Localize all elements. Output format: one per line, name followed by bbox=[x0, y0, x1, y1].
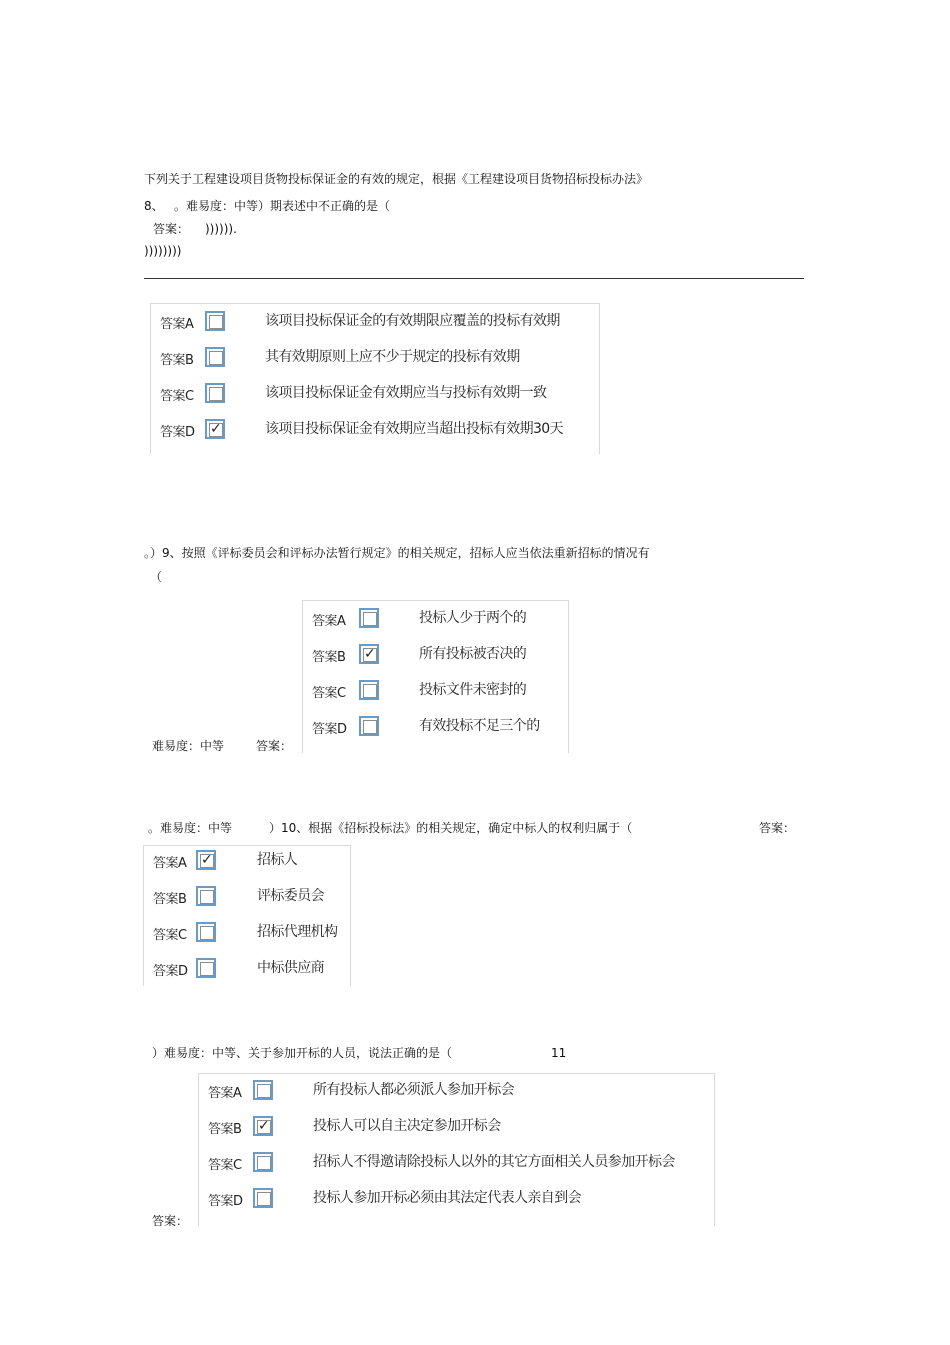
option-label: 答案B bbox=[208, 1122, 242, 1137]
q8-stem-line4: )))))))) bbox=[144, 244, 182, 258]
q8-answer-tail: )))))). bbox=[205, 222, 237, 236]
q11-option-d bbox=[199, 1188, 714, 1214]
checkbox[interactable] bbox=[196, 886, 216, 906]
checkbox[interactable] bbox=[253, 1080, 273, 1100]
option-text: 其有效期原则上应不少于规定的投标有效期 bbox=[265, 349, 520, 365]
option-label: 答案B bbox=[160, 353, 194, 368]
option-label: 答案A bbox=[160, 317, 194, 332]
q11-options-panel bbox=[198, 1073, 715, 1226]
section-divider bbox=[144, 278, 804, 279]
checkbox[interactable] bbox=[196, 958, 216, 978]
checkbox-checked[interactable] bbox=[196, 850, 216, 870]
q9-option-d bbox=[303, 716, 568, 742]
option-text: 招标人不得邀请除投标人以外的其它方面相关人员参加开标会 bbox=[313, 1154, 675, 1170]
q9-stem: 。）9、按照《评标委员会和评标办法暂行规定》的相关规定，招标人应当依法重新招标的情况有 bbox=[144, 546, 650, 560]
checkbox[interactable] bbox=[359, 608, 379, 628]
option-text: 投标文件未密封的 bbox=[419, 682, 527, 698]
q10-option-c bbox=[144, 922, 350, 948]
option-text: 招标人 bbox=[257, 852, 298, 868]
q10-option-d bbox=[144, 958, 350, 984]
option-label: 答案D bbox=[312, 722, 347, 737]
checkbox[interactable] bbox=[253, 1152, 273, 1172]
q11-option-b bbox=[199, 1116, 714, 1142]
checkbox-checked[interactable] bbox=[205, 419, 225, 439]
q9-paren: （ bbox=[150, 570, 163, 584]
option-label: 答案B bbox=[153, 892, 187, 907]
q8-answer-label: 答案： bbox=[153, 222, 190, 236]
option-label: 答案C bbox=[160, 389, 194, 404]
q10-option-b bbox=[144, 886, 350, 912]
q8-option-c bbox=[151, 383, 599, 409]
option-text: 投标人少于两个的 bbox=[419, 610, 527, 626]
option-label: 答案D bbox=[160, 425, 195, 440]
option-label: 答案A bbox=[208, 1086, 242, 1101]
q8-stem-line2: 。难易度：中等）期表述中不正确的是（ bbox=[174, 199, 391, 213]
option-label: 答案D bbox=[208, 1194, 243, 1209]
option-text: 中标供应商 bbox=[257, 960, 324, 976]
option-label: 答案D bbox=[153, 964, 188, 979]
option-text: 所有投标被否决的 bbox=[419, 646, 527, 662]
q9-option-c bbox=[303, 680, 568, 706]
option-text: 投标人参加开标必须由其法定代表人亲自到会 bbox=[313, 1190, 581, 1206]
option-text: 该项目投标保证金的有效期限应覆盖的投标有效期 bbox=[265, 313, 560, 329]
checkbox[interactable] bbox=[205, 311, 225, 331]
checkbox[interactable] bbox=[359, 716, 379, 736]
q9-answer-label: 答案： bbox=[256, 739, 293, 753]
q8-number: 8、 bbox=[144, 199, 164, 213]
q8-stem-line1: 下列关于工程建设项目货物投标保证金的有效的规定，根据《工程建设项目货物招标投标办法》 bbox=[144, 172, 649, 186]
q8-option-d bbox=[151, 419, 599, 445]
q9-options-panel bbox=[302, 600, 569, 753]
checkbox[interactable] bbox=[196, 922, 216, 942]
q9-difficulty: 难易度：中等 bbox=[152, 739, 225, 753]
q11-number: 11 bbox=[551, 1046, 567, 1060]
option-label: 答案B bbox=[312, 650, 346, 665]
checkbox[interactable] bbox=[253, 1188, 273, 1208]
checkbox[interactable] bbox=[205, 347, 225, 367]
option-label: 答案A bbox=[312, 614, 346, 629]
q11-answer-label: 答案： bbox=[152, 1214, 189, 1228]
option-text: 有效投标不足三个的 bbox=[419, 718, 540, 734]
q10-stem: ）10、根据《招标投标法》的相关规定，确定中标人的权利归属于（ bbox=[269, 821, 633, 835]
checkbox[interactable] bbox=[359, 680, 379, 700]
checkbox-checked[interactable] bbox=[359, 644, 379, 664]
q10-options-panel bbox=[143, 845, 351, 986]
option-text: 评标委员会 bbox=[257, 888, 324, 904]
option-text: 该项目投标保证金有效期应当超出投标有效期30天 bbox=[265, 421, 564, 437]
q9-option-b bbox=[303, 644, 568, 670]
checkbox-checked[interactable] bbox=[253, 1116, 273, 1136]
q10-answer-label: 答案： bbox=[759, 821, 796, 835]
q8-options-panel bbox=[150, 303, 600, 454]
q10-difficulty: 。难易度：中等 bbox=[148, 821, 233, 835]
q10-option-a bbox=[144, 850, 350, 876]
q8-option-b bbox=[151, 347, 599, 373]
q11-stem: ）难易度：中等、关于参加开标的人员，说法正确的是（ bbox=[152, 1046, 453, 1060]
option-text: 所有投标人都必须派人参加开标会 bbox=[313, 1082, 514, 1098]
option-label: 答案C bbox=[312, 686, 346, 701]
q8-option-a bbox=[151, 311, 599, 337]
option-label: 答案C bbox=[153, 928, 187, 943]
option-text: 招标代理机构 bbox=[257, 924, 338, 940]
q11-option-c bbox=[199, 1152, 714, 1178]
checkbox[interactable] bbox=[205, 383, 225, 403]
option-text: 投标人可以自主决定参加开标会 bbox=[313, 1118, 501, 1134]
option-text: 该项目投标保证金有效期应当与投标有效期一致 bbox=[265, 385, 547, 401]
option-label: 答案C bbox=[208, 1158, 242, 1173]
option-label: 答案A bbox=[153, 856, 187, 871]
q9-option-a bbox=[303, 608, 568, 634]
q11-option-a bbox=[199, 1080, 714, 1106]
